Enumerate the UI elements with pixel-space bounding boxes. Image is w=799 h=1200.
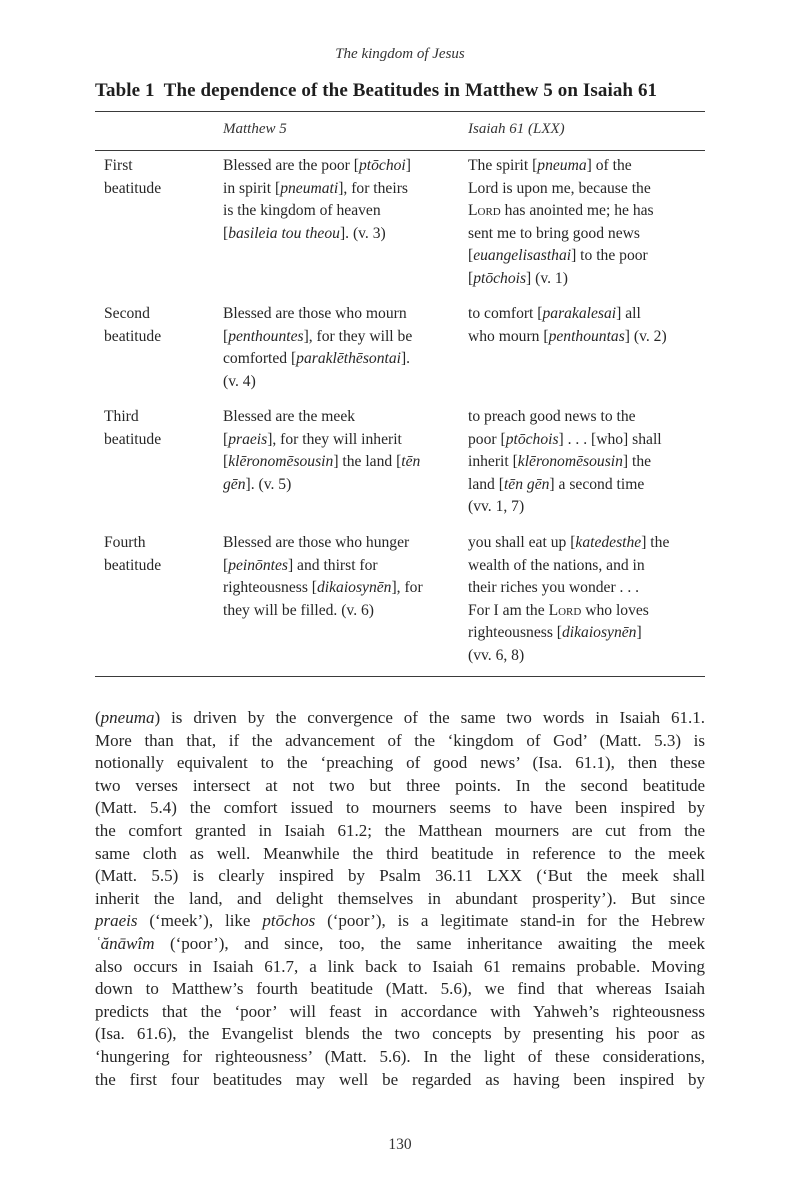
body-line: praeis (‘meek’), like ptōchos (‘poor’), is a legitimate stand-in for the Hebrew bbox=[95, 911, 705, 931]
matthew-line: comforted [paraklēthēsontai]. bbox=[223, 350, 411, 368]
isaiah-line: (vv. 6, 8) bbox=[468, 646, 525, 664]
row-label: First beatitude bbox=[104, 157, 162, 197]
table-caption bbox=[95, 80, 705, 102]
body-line: ʿănāwîm (‘poor’), and since, too, the same inheritance awaiting the meek bbox=[95, 933, 705, 953]
isaiah-line: wealth of the nations, and in bbox=[468, 556, 645, 574]
isaiah-line: righteousness [dikaiosynēn] bbox=[468, 624, 642, 642]
matthew-line: gēn]. (v. 5) bbox=[223, 475, 292, 493]
column-header-isaiah: Isaiah 61 (LXX) bbox=[468, 121, 565, 137]
column-header-matthew: Matthew 5 bbox=[223, 121, 287, 137]
matthew-line: [basileia tou theou]. (v. 3) bbox=[223, 224, 386, 242]
isaiah-cell bbox=[468, 303, 708, 348]
isaiah-line: to preach good news to the bbox=[468, 408, 636, 425]
isaiah-cell bbox=[468, 532, 708, 668]
body-line: the first four beatitudes may well be regarded as having been inspired by bbox=[95, 1069, 705, 1089]
isaiah-line: inherit [klēronomēsousin] the bbox=[468, 453, 652, 471]
body-line: two verses intersect at not two but three points. In the second beatitude bbox=[95, 775, 705, 795]
isaiah-line: Lord has anointed me; he has bbox=[468, 202, 654, 220]
matthew-line: Blessed are the poor [ptōchoi] bbox=[223, 157, 411, 174]
table-title: The dependence of the Beatitudes in Matthew 5 on Isaiah 61 bbox=[163, 80, 658, 101]
body-line: (pneuma) is driven by the convergence of the same two words in Isaiah 61.1. bbox=[95, 708, 705, 727]
row-label: Fourth beatitude bbox=[104, 534, 162, 574]
table-bottom-rule bbox=[95, 676, 705, 677]
isaiah-cell bbox=[468, 406, 708, 519]
body-line: also occurs in Isaiah 61.7, a link back to Isaiah 61 remains probable. Moving bbox=[95, 956, 705, 976]
body-line: same cloth as well. Meanwhile the third beatitude in reference to the meek bbox=[95, 843, 705, 863]
matthew-line: in spirit [pneumati], for theirs bbox=[223, 179, 408, 197]
matthew-line: Blessed are those who mourn bbox=[223, 305, 407, 322]
matthew-cell bbox=[223, 406, 463, 496]
table-top-rule bbox=[95, 111, 705, 112]
isaiah-line: their riches you wonder . . . bbox=[468, 579, 640, 597]
body-line: predicts that the ‘poor’ will feast in accordance with Yahweh’s righteousness bbox=[95, 1001, 705, 1021]
row-label: Third beatitude bbox=[104, 408, 162, 448]
body-line: down to Matthew’s fourth beatitude (Matt. 5.6), we find that whereas Isaiah bbox=[95, 979, 705, 999]
running-head: The kingdom of Jesus bbox=[335, 46, 465, 62]
isaiah-line: who mourn [penthountas] (v. 2) bbox=[468, 327, 667, 345]
matthew-line: Blessed are the meek bbox=[223, 408, 356, 425]
matthew-line: righteousness [dikaiosynēn], for bbox=[223, 579, 423, 597]
isaiah-line: Lord is upon me, because the bbox=[468, 179, 651, 197]
matthew-cell bbox=[223, 532, 463, 622]
body-line: notionally equivalent to the ‘preaching of good news’ (Isa. 61.1), then these bbox=[95, 753, 705, 773]
body-line: (Isa. 61.6), the Evangelist blends the two concepts by presenting his poor as bbox=[95, 1024, 705, 1044]
body-line: ‘hungering for righteousness’ (Matt. 5.6). In the light of these considerations, bbox=[95, 1046, 705, 1066]
matthew-line: (v. 4) bbox=[223, 372, 256, 390]
matthew-line: [peinōntes] and thirst for bbox=[223, 556, 378, 574]
matthew-cell bbox=[223, 303, 463, 393]
matthew-line: is the kingdom of heaven bbox=[223, 202, 381, 220]
matthew-cell bbox=[223, 155, 463, 245]
isaiah-line: The spirit [pneuma] of the bbox=[468, 157, 632, 174]
isaiah-line: to comfort [parakalesai] all bbox=[468, 305, 641, 322]
body-line: More than that, if the advancement of the ‘kingdom of God’ (Matt. 5.3) is bbox=[95, 730, 705, 750]
isaiah-line: (vv. 1, 7) bbox=[468, 498, 525, 516]
body-paragraph bbox=[95, 707, 705, 1091]
isaiah-line: For I am the Lord who loves bbox=[468, 601, 649, 619]
body-line: the comfort granted in Isaiah 61.2; the Matthean mourners are cut from the bbox=[95, 820, 705, 840]
table-number: Table 1 bbox=[95, 80, 155, 101]
row-label: Second beatitude bbox=[104, 305, 162, 345]
matthew-line: [praeis], for they will inherit bbox=[223, 430, 402, 448]
body-line: (Matt. 5.4) the comfort issued to mourners seems to have been inspired by bbox=[95, 798, 705, 818]
isaiah-line: land [tēn gēn] a second time bbox=[468, 475, 645, 493]
isaiah-line: sent me to bring good news bbox=[468, 224, 640, 242]
isaiah-cell bbox=[468, 155, 708, 291]
matthew-line: they will be filled. (v. 6) bbox=[223, 601, 374, 619]
isaiah-line: poor [ptōchois] . . . [who] shall bbox=[468, 430, 662, 448]
isaiah-line: you shall eat up [katedesthe] the bbox=[468, 534, 670, 551]
body-line: (Matt. 5.5) is clearly inspired by Psalm 36.11 LXX (‘But the meek shall bbox=[95, 866, 705, 886]
matthew-line: [penthountes], for they will be bbox=[223, 327, 413, 345]
page-number: 130 bbox=[388, 1136, 412, 1153]
table-header-rule bbox=[95, 150, 705, 151]
isaiah-line: [euangelisasthai] to the poor bbox=[468, 247, 648, 265]
matthew-line: Blessed are those who hunger bbox=[223, 534, 410, 551]
isaiah-line: [ptōchois] (v. 1) bbox=[468, 269, 568, 287]
matthew-line: [klēronomēsousin] the land [tēn bbox=[223, 453, 421, 471]
body-line: inherit the land, and delight themselves in abundant prosperity’). But since bbox=[95, 888, 705, 908]
